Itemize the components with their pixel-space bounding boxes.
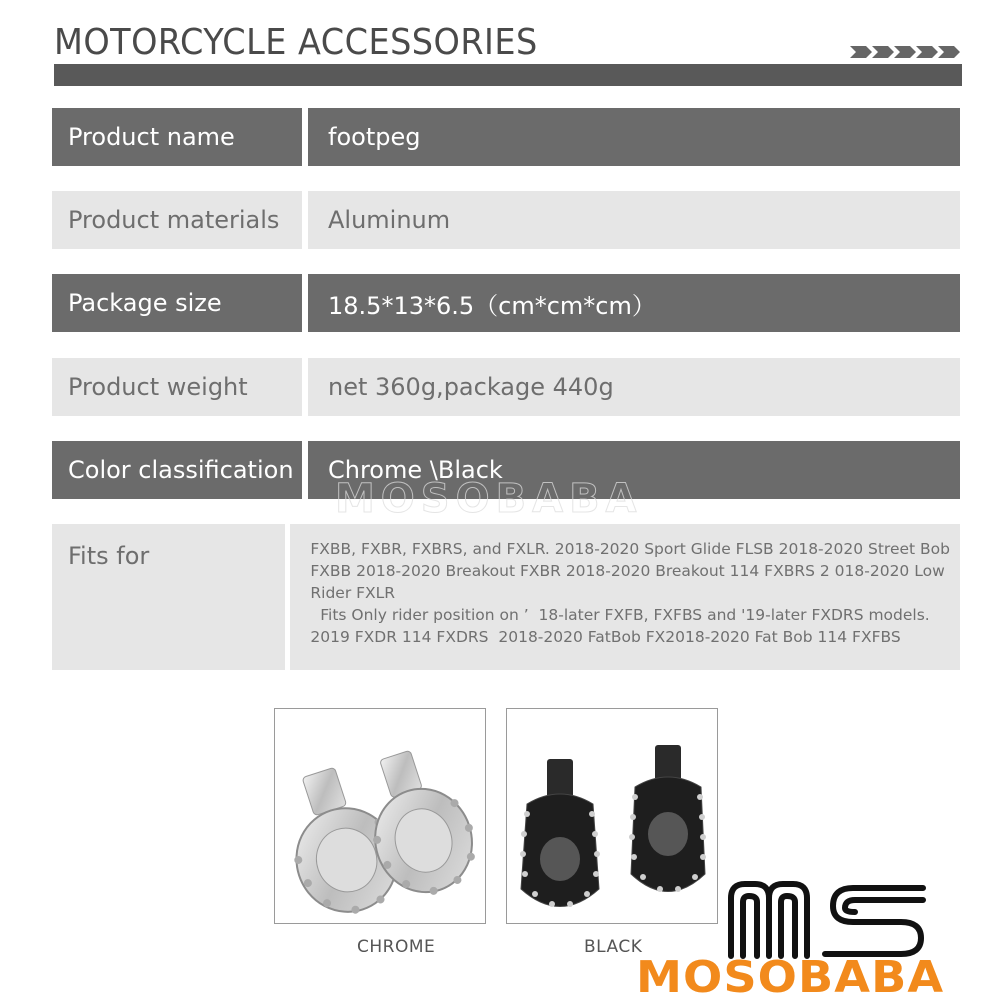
spec-row-product-name	[52, 108, 960, 166]
fits-line: 2019 FXDR 114 FXDRS 2018-2020 FatBob FX2018-2020 Fat Bob 114 FXFBS	[310, 628, 901, 646]
spec-row-product-weight	[52, 358, 960, 416]
spec-label: Product materials	[52, 191, 302, 249]
spec-label: Product weight	[52, 358, 302, 416]
spec-value: Chrome \Black	[308, 441, 960, 499]
spec-label: Color classification	[52, 441, 302, 499]
spec-value: net 360g,package 440g	[308, 358, 960, 416]
photo-caption-black: BLACK	[584, 937, 643, 957]
spec-row-fits-for	[52, 524, 960, 670]
product-photo-black	[506, 708, 718, 924]
fits-line: Fits Only rider position on ’ 18-later FXFB, FXFBS and '19-later FXDRS models.	[310, 606, 930, 624]
chevron-arrows-icon	[850, 40, 960, 64]
spec-value: 18.5*13*6.5（cm*cm*cm）	[308, 274, 960, 332]
header-bar	[54, 64, 962, 86]
fits-line: Rider FXLR	[310, 584, 396, 602]
brand-logo-text: MOSOBABA	[636, 952, 945, 1003]
spec-row-product-materials	[52, 191, 960, 249]
product-photo-chrome	[274, 708, 486, 924]
spec-row-package-size	[52, 274, 960, 332]
photo-caption-chrome: CHROME	[357, 937, 436, 957]
watermark-text: MOSOBABA	[335, 476, 643, 522]
spec-label: Package size	[52, 274, 302, 332]
spec-label: Fits for	[52, 524, 285, 670]
footpeg-black-image	[507, 709, 717, 923]
fits-line: FXBB 2018-2020 Breakout FXBR 2018-2020 Breakout 114 FXBRS 2 018-2020 Low	[310, 562, 945, 580]
spec-value: Aluminum	[308, 191, 960, 249]
page-title: MOTORCYCLE ACCESSORIES	[54, 22, 538, 63]
fits-list	[290, 524, 960, 670]
ms-logo-icon	[725, 878, 930, 960]
spec-value: footpeg	[308, 108, 960, 166]
fits-line: FXBB, FXBR, FXBRS, and FXLR. 2018-2020 Sport Glide FLSB 2018-2020 Street Bob	[310, 540, 950, 558]
spec-label: Product name	[52, 108, 302, 166]
footpeg-chrome-image	[275, 709, 485, 923]
